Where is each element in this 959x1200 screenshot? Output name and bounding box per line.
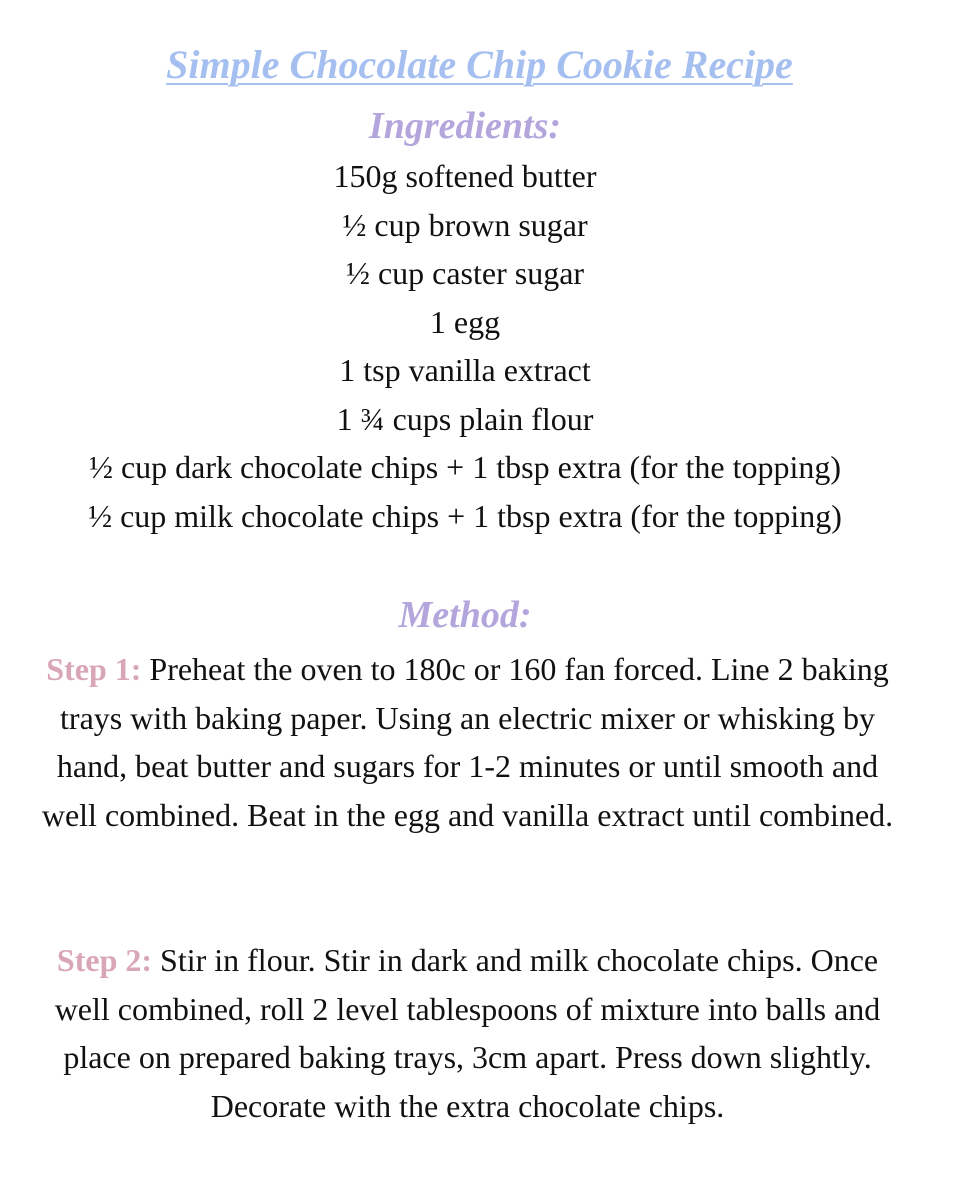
ingredient-item: ½ cup caster sugar [345,255,585,291]
ingredient-item: ½ cup milk chocolate chips + 1 tbsp extra (for the topping) [88,497,842,534]
method-step-2 [30,936,905,1130]
ingredients-heading: Ingredients: [368,105,562,147]
recipe-title [0,40,959,90]
ingredient-item: ½ cup brown sugar [342,206,588,243]
step-2-text: Stir in flour. Stir in dark and milk chocolate chips. Once well combined, roll 2 level tablespoons of mixture into balls and place on prepared baking trays, 3cm apart. Press down slightly. Decorate with the extra chocolate chips. [54,942,881,1124]
step-1-text: Preheat the oven to 180c or 160 fan forced. Line 2 baking trays with baking paper. Using an electric mixer or whisking by hand, beat butter and sugars for 1-2 minutes or until smooth and well combined. Beat in the egg and vanilla extract until combined. [41,651,894,833]
ingredient-item: 1 ¾ cups plain flour [336,400,594,437]
recipe-title-text: Simple Chocolate Chip Cookie Recipe [166,42,793,87]
ingredient-item: 1 egg [429,303,501,340]
step-1-label: Step 1: [46,651,142,687]
ingredient-item: ½ cup dark chocolate chips + 1 tbsp extra (for the topping) [88,449,842,485]
ingredient-item: 1 tsp vanilla extract [339,352,591,388]
method-heading: Method: [398,594,532,636]
ingredient-item: 150g softened butter [333,158,597,194]
step-2-label: Step 2: [56,942,153,978]
method-step-1 [30,645,905,839]
ingredients-list [0,152,930,540]
